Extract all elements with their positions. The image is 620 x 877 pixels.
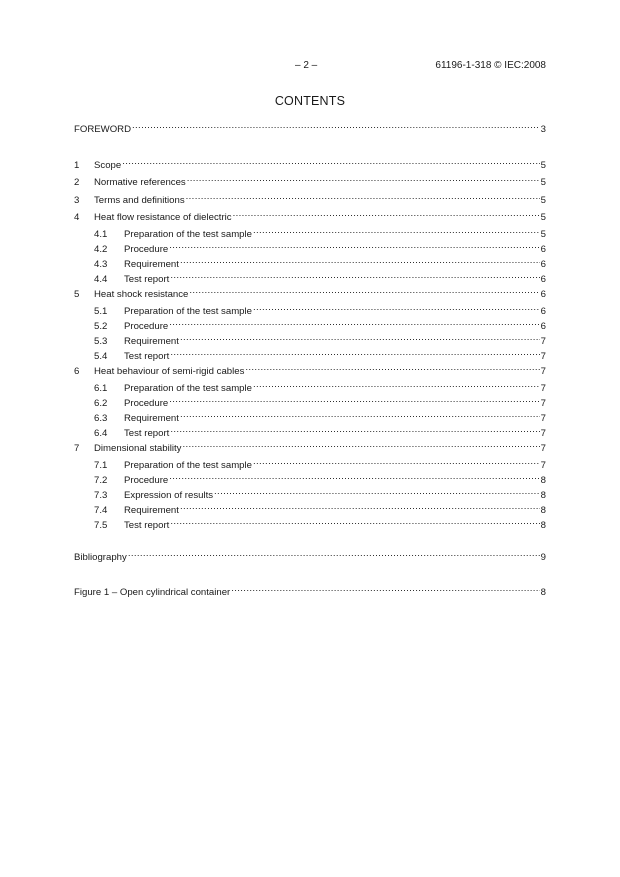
toc-subentry[interactable] bbox=[94, 346, 546, 362]
toc-entry-number: 7.3 bbox=[94, 490, 108, 501]
dot-leader bbox=[186, 190, 540, 203]
toc-entry-page: 7 bbox=[540, 398, 546, 409]
toc-entry-number: 1 bbox=[74, 160, 80, 171]
toc-entry-page: 8 bbox=[540, 587, 546, 598]
page-number: – 2 – bbox=[295, 60, 318, 71]
toc-entry-page: 7 bbox=[540, 351, 546, 362]
toc-entry-number: 7.2 bbox=[94, 475, 108, 486]
toc-entry-label: Preparation of the test sample bbox=[124, 383, 252, 394]
toc-entry-page: 5 bbox=[540, 229, 546, 240]
toc-entry-label: Dimensional stability bbox=[94, 443, 182, 454]
toc-subentry[interactable] bbox=[94, 408, 546, 424]
toc-entry[interactable] bbox=[74, 207, 546, 223]
toc-entry-number: 4.2 bbox=[94, 244, 108, 255]
toc-entry-page: 6 bbox=[540, 306, 546, 317]
toc-entry-number: 5.2 bbox=[94, 321, 108, 332]
toc-entry-label: Expression of results bbox=[124, 490, 214, 501]
toc-entry-number: 4 bbox=[74, 212, 80, 223]
dot-leader bbox=[180, 500, 540, 513]
toc-entry[interactable] bbox=[74, 361, 546, 377]
dot-leader bbox=[253, 378, 540, 391]
dot-leader bbox=[187, 172, 540, 185]
toc-entry-page: 8 bbox=[540, 520, 546, 531]
toc-entry-page: 5 bbox=[540, 212, 546, 223]
toc-entry-label: Heat flow resistance of dielectric bbox=[94, 212, 232, 223]
toc-entry-page: 8 bbox=[540, 475, 546, 486]
toc-subentry[interactable] bbox=[94, 423, 546, 439]
toc-entry-page: 7 bbox=[540, 336, 546, 347]
toc-entry-number: 6.4 bbox=[94, 428, 108, 439]
toc-entry-label: Requirement bbox=[124, 505, 179, 516]
toc-entry[interactable] bbox=[74, 438, 546, 454]
toc-subentry[interactable] bbox=[94, 331, 546, 347]
toc-subentry[interactable] bbox=[94, 470, 546, 486]
table-of-contents bbox=[74, 0, 546, 877]
toc-entry-number: 3 bbox=[74, 195, 80, 206]
dot-leader bbox=[170, 515, 539, 528]
toc-entry-label: FOREWORD bbox=[74, 124, 132, 135]
toc-entry-page: 6 bbox=[540, 274, 546, 285]
toc-entry-label: Bibliography bbox=[74, 552, 127, 563]
dot-leader bbox=[169, 393, 539, 406]
toc-entry-page: 6 bbox=[540, 321, 546, 332]
toc-entry-page: 6 bbox=[540, 259, 546, 270]
toc-entry-label: Test report bbox=[124, 428, 170, 439]
toc-entry-page: 6 bbox=[540, 289, 546, 300]
dot-leader bbox=[169, 239, 539, 252]
toc-entry-page: 7 bbox=[540, 460, 546, 471]
toc-entry-label: Preparation of the test sample bbox=[124, 460, 252, 471]
toc-entry-page: 3 bbox=[540, 124, 546, 135]
dot-leader bbox=[128, 547, 540, 560]
toc-subentry[interactable] bbox=[94, 378, 546, 394]
toc-entry-label: Figure 1 – Open cylindrical container bbox=[74, 587, 231, 598]
toc-entry-page: 6 bbox=[540, 244, 546, 255]
toc-entry-label: Requirement bbox=[124, 336, 179, 347]
toc-entry-label: Normative references bbox=[94, 177, 186, 188]
toc-entry-number: 6 bbox=[74, 366, 80, 377]
toc-subentry[interactable] bbox=[94, 485, 546, 501]
toc-subentry[interactable] bbox=[94, 254, 546, 270]
dot-leader bbox=[231, 582, 539, 595]
toc-entry-label: Preparation of the test sample bbox=[124, 306, 252, 317]
dot-leader bbox=[245, 361, 539, 374]
toc-entry-number: 4.1 bbox=[94, 229, 108, 240]
toc-entry-page: 5 bbox=[540, 195, 546, 206]
toc-entry-number: 5.4 bbox=[94, 351, 108, 362]
dot-leader bbox=[170, 269, 539, 282]
toc-entry-page: 7 bbox=[540, 443, 546, 454]
dot-leader bbox=[122, 155, 539, 168]
dot-leader bbox=[182, 438, 539, 451]
dot-leader bbox=[170, 346, 539, 359]
dot-leader bbox=[180, 254, 540, 267]
toc-entry-page: 5 bbox=[540, 160, 546, 171]
toc-entry-figure[interactable] bbox=[74, 582, 546, 598]
dot-leader bbox=[253, 224, 540, 237]
toc-entry-page: 7 bbox=[540, 413, 546, 424]
toc-entry-number: 5 bbox=[74, 289, 80, 300]
dot-leader bbox=[214, 485, 540, 498]
toc-entry-label: Requirement bbox=[124, 413, 179, 424]
toc-entry-label: Scope bbox=[94, 160, 122, 171]
dot-leader bbox=[132, 119, 540, 132]
dot-leader bbox=[170, 423, 539, 436]
toc-entry-number: 6.2 bbox=[94, 398, 108, 409]
toc-entry[interactable] bbox=[74, 172, 546, 188]
toc-entry-number: 4.4 bbox=[94, 274, 108, 285]
toc-entry-label: Procedure bbox=[124, 244, 169, 255]
toc-entry-bibliography[interactable] bbox=[74, 547, 546, 563]
toc-subentry[interactable] bbox=[94, 224, 546, 240]
toc-entry-label: Preparation of the test sample bbox=[124, 229, 252, 240]
toc-entry-label: Test report bbox=[124, 351, 170, 362]
toc-subentry[interactable] bbox=[94, 500, 546, 516]
dot-leader bbox=[180, 408, 540, 421]
dot-leader bbox=[253, 455, 540, 468]
toc-subentry[interactable] bbox=[94, 455, 546, 471]
dot-leader bbox=[169, 316, 539, 329]
toc-entry-page: 7 bbox=[540, 366, 546, 377]
toc-entry[interactable] bbox=[74, 190, 546, 206]
toc-entry-label: Terms and definitions bbox=[94, 195, 185, 206]
toc-subentry[interactable] bbox=[94, 515, 546, 531]
toc-entry-number: 6.3 bbox=[94, 413, 108, 424]
toc-entry-number: 4.3 bbox=[94, 259, 108, 270]
toc-entry-label: Procedure bbox=[124, 321, 169, 332]
dot-leader bbox=[253, 301, 540, 314]
toc-entry-label: Procedure bbox=[124, 475, 169, 486]
page-title: CONTENTS bbox=[274, 94, 346, 108]
toc-entry-number: 2 bbox=[74, 177, 80, 188]
toc-entry-label: Heat behaviour of semi-rigid cables bbox=[94, 366, 245, 377]
toc-entry-page: 7 bbox=[540, 383, 546, 394]
toc-subentry[interactable] bbox=[94, 301, 546, 317]
toc-entry[interactable] bbox=[74, 284, 546, 300]
document-reference: 61196-1-318 © IEC:2008 bbox=[435, 60, 546, 71]
toc-subentry[interactable] bbox=[94, 269, 546, 285]
toc-entry-label: Procedure bbox=[124, 398, 169, 409]
toc-entry-page: 8 bbox=[540, 505, 546, 516]
toc-subentry[interactable] bbox=[94, 239, 546, 255]
toc-entry-number: 6.1 bbox=[94, 383, 108, 394]
toc-entry-foreword[interactable] bbox=[74, 119, 546, 135]
dot-leader bbox=[189, 284, 539, 297]
toc-entry-page: 8 bbox=[540, 490, 546, 501]
toc-entry[interactable] bbox=[74, 155, 546, 171]
toc-entry-number: 7.4 bbox=[94, 505, 108, 516]
toc-entry-number: 7.5 bbox=[94, 520, 108, 531]
dot-leader bbox=[233, 207, 540, 220]
toc-subentry[interactable] bbox=[94, 393, 546, 409]
toc-entry-label: Test report bbox=[124, 520, 170, 531]
toc-entry-page: 9 bbox=[540, 552, 546, 563]
dot-leader bbox=[169, 470, 539, 483]
toc-entry-label: Requirement bbox=[124, 259, 179, 270]
toc-entry-number: 7.1 bbox=[94, 460, 108, 471]
toc-entry-number: 7 bbox=[74, 443, 80, 454]
toc-subentry[interactable] bbox=[94, 316, 546, 332]
toc-entry-label: Heat shock resistance bbox=[94, 289, 189, 300]
toc-entry-page: 7 bbox=[540, 428, 546, 439]
toc-entry-label: Test report bbox=[124, 274, 170, 285]
toc-entry-page: 5 bbox=[540, 177, 546, 188]
toc-entry-number: 5.3 bbox=[94, 336, 108, 347]
dot-leader bbox=[180, 331, 540, 344]
toc-entry-number: 5.1 bbox=[94, 306, 108, 317]
